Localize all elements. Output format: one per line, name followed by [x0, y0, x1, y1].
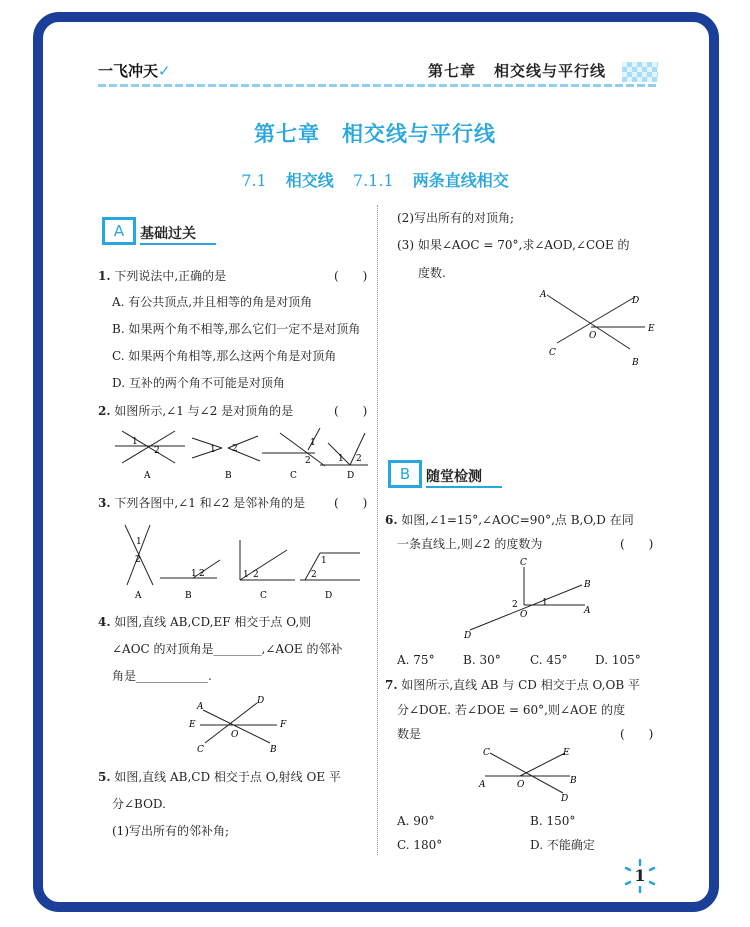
question-text: 数是	[397, 727, 422, 741]
svg-text:1: 1	[310, 438, 316, 448]
book-icon: B	[388, 460, 422, 488]
option: A. 90°	[397, 814, 435, 828]
option: D. 互补的两个角不可能是对顶角	[112, 376, 285, 390]
svg-text:1: 1	[338, 454, 344, 464]
chapter-title: 第七章 相交线与平行线	[254, 122, 496, 146]
q5-figure	[535, 285, 665, 370]
question-text: 角是____________.	[112, 669, 212, 683]
question-text: 分∠DOE. 若∠DOE = 60°,则∠AOE 的度	[397, 703, 626, 717]
svg-text:A: A	[584, 606, 591, 616]
question-4: 4. 如图,直线 AB,CD,EF 相交于点 O,则	[98, 615, 312, 629]
svg-text:2: 2	[135, 555, 141, 565]
book-icon: A	[102, 217, 136, 245]
svg-text:C: C	[549, 348, 556, 358]
svg-text:B: B	[632, 358, 639, 368]
svg-text:C: C	[483, 748, 490, 758]
svg-text:1: 1	[243, 570, 249, 580]
svg-text:F: F	[280, 720, 287, 730]
svg-text:E: E	[648, 324, 655, 334]
page-number: 1	[622, 858, 658, 894]
svg-text:D: D	[632, 296, 640, 306]
svg-text:2: 2	[305, 456, 311, 466]
q3-figures	[115, 520, 370, 600]
svg-text:E: E	[189, 720, 196, 730]
svg-text:A: A	[135, 591, 142, 600]
option: B. 150°	[530, 814, 576, 828]
answer-blank: ( )	[334, 269, 368, 283]
option: C. 如果两个角相等,那么这两个角是对顶角	[112, 349, 337, 363]
sub-question: 度数.	[418, 266, 446, 280]
question-7: 7. 如图所示,直线 AB 与 CD 相交于点 O,OB 平	[385, 678, 640, 692]
svg-text:C: C	[197, 745, 204, 755]
svg-text:1: 1	[210, 445, 216, 455]
svg-text:2: 2	[311, 570, 317, 580]
option: D. 不能确定	[530, 838, 595, 852]
svg-text:B: B	[270, 745, 277, 755]
question-text: 一条直线上,则∠2 的度数为	[397, 537, 543, 551]
svg-text:A: A	[540, 290, 547, 300]
sub-question: (1)写出所有的邻补角;	[112, 824, 230, 838]
svg-text:1: 1	[542, 598, 548, 608]
sub-question: (2)写出所有的对顶角;	[397, 211, 515, 225]
brand-logo: 一飞冲天✓	[98, 62, 171, 80]
svg-text:O: O	[520, 610, 528, 620]
svg-text:D: D	[257, 696, 265, 706]
option: B. 30°	[463, 653, 501, 667]
section-b-heading: B 随堂检测	[388, 460, 502, 488]
option: C. 45°	[530, 653, 568, 667]
header-divider	[98, 84, 658, 87]
option: A. 75°	[397, 653, 435, 667]
section-subtitle: 7.1 相交线 7.1.1 两条直线相交	[241, 171, 509, 190]
svg-text:2: 2	[232, 444, 238, 454]
question-3: 3. 下列各图中,∠1 和∠2 是邻补角的是	[98, 496, 306, 510]
answer-blank: ( )	[620, 537, 654, 551]
svg-text:D: D	[347, 471, 355, 481]
svg-text:D: D	[464, 631, 472, 641]
answer-blank: ( )	[620, 727, 654, 741]
question-6: 6. 如图,∠1=15°,∠AOC=90°,点 B,O,D 在同	[385, 513, 634, 527]
option: B. 如果两个角不相等,那么它们一定不是对顶角	[112, 322, 361, 336]
svg-text:B: B	[225, 471, 232, 481]
svg-text:1: 1	[321, 556, 327, 566]
svg-text:C: C	[260, 591, 267, 600]
q2-figures	[110, 428, 370, 488]
question-1: 1. 下列说法中,正确的是	[98, 269, 227, 283]
column-divider	[377, 205, 378, 855]
svg-text:E: E	[563, 748, 570, 758]
question-2: 2. 如图所示,∠1 与∠2 是对顶角的是	[98, 404, 294, 418]
question-text: 分∠BOD.	[112, 797, 166, 811]
svg-text:C: C	[520, 558, 527, 568]
svg-text:2: 2	[356, 454, 362, 464]
question-5: 5. 如图,直线 AB,CD 相交于点 O,射线 OE 平	[98, 770, 341, 784]
option: C. 180°	[397, 838, 443, 852]
svg-text:2: 2	[512, 600, 518, 610]
svg-text:O: O	[517, 780, 525, 790]
sub-question: (3) 如果∠AOC = 70°,求∠AOD,∠COE 的	[397, 238, 630, 252]
section-a-heading: A 基础过关	[102, 217, 216, 245]
svg-text:O: O	[589, 331, 597, 341]
svg-text:B: B	[185, 591, 192, 600]
svg-text:2: 2	[199, 569, 205, 579]
svg-text:D: D	[325, 591, 333, 600]
q6-figure	[460, 555, 600, 645]
svg-text:2: 2	[253, 570, 259, 580]
svg-text:1: 1	[191, 569, 197, 579]
question-text: ∠AOC 的对顶角是________,∠AOE 的邻补	[112, 642, 343, 656]
svg-text:A: A	[197, 702, 204, 712]
svg-text:1: 1	[136, 537, 142, 547]
svg-text:C: C	[290, 471, 297, 481]
svg-text:B: B	[584, 580, 591, 590]
svg-text:2: 2	[154, 446, 160, 456]
svg-text:A: A	[479, 780, 486, 790]
option: D. 105°	[595, 653, 641, 667]
answer-blank: ( )	[334, 496, 368, 510]
svg-text:B: B	[570, 776, 577, 786]
svg-text:D: D	[561, 794, 569, 804]
svg-text:A: A	[144, 471, 151, 481]
checker-decoration	[622, 62, 658, 82]
svg-text:O: O	[231, 730, 239, 740]
running-header: 第七章 相交线与平行线	[427, 62, 606, 80]
svg-text:1: 1	[132, 437, 138, 447]
option: A. 有公共顶点,并且相等的角是对顶角	[112, 295, 313, 309]
q4-figure	[185, 695, 295, 755]
q7-figure	[475, 743, 595, 805]
answer-blank: ( )	[334, 404, 368, 418]
